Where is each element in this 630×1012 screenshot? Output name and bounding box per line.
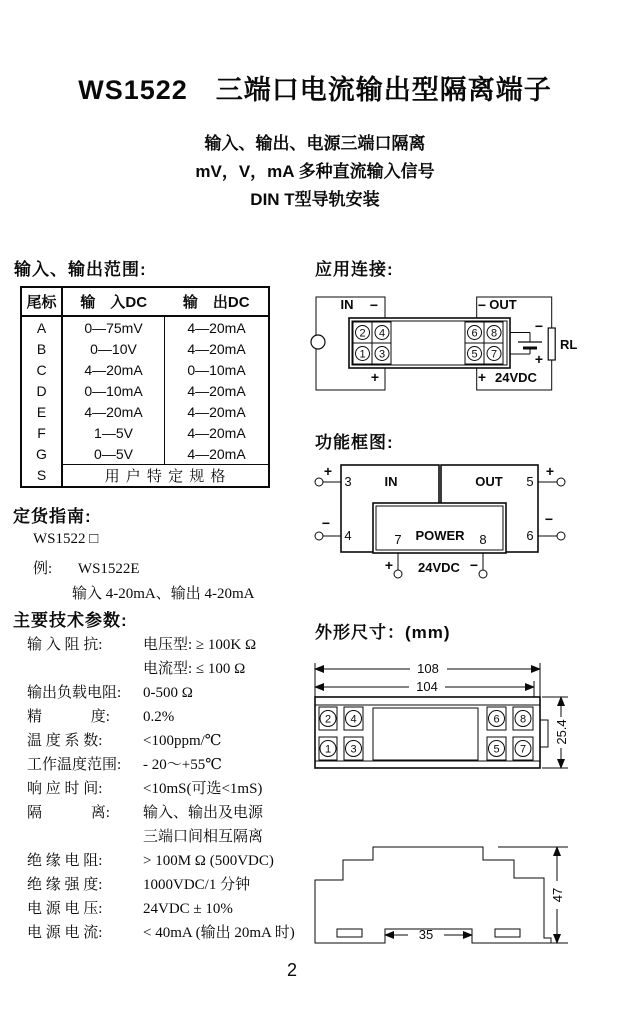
table-row-custom: S 用 户 特 定 规 格 — [21, 465, 269, 488]
terminal-4-number: 4 — [344, 528, 352, 543]
table-row: B 0—10V 4—20mA — [21, 338, 269, 359]
dim-47-value: 47 — [550, 887, 565, 903]
terminal-7: 7 — [490, 348, 498, 361]
dim-25-4 — [542, 697, 569, 768]
terminal-1: 1 — [324, 743, 332, 756]
terminal-8: 8 — [519, 713, 527, 726]
spec-row: 绝 缘 强 度: 1000VDC/1 分钟 — [27, 877, 251, 893]
app-connection-heading: 应用连接: — [315, 260, 394, 279]
table-row: A 0—75mV 4—20mA — [21, 316, 269, 338]
out-label: OUT — [489, 297, 517, 312]
battery-plus-sign: + — [534, 351, 544, 367]
ordering-model: WS1522 □ — [33, 531, 99, 547]
document-title: WS1522 三端口电流输出型隔离端子 — [78, 75, 552, 105]
terminal-5: 5 — [493, 743, 500, 756]
supply-minus-sign: − — [469, 557, 479, 573]
supply-voltage-label: 24VDC — [418, 560, 460, 575]
terminal-blocks — [319, 707, 533, 760]
dim-108-value: 108 — [417, 661, 439, 676]
terminal6-minus-sign: − — [544, 511, 554, 527]
spec-row: 响 应 时 间: <10mS(可选<1mS) — [27, 781, 263, 797]
table-row: E 4—20mA 4—20mA — [21, 401, 269, 422]
load-resistor-symbol — [548, 328, 555, 360]
mounting-foot-right — [495, 929, 520, 937]
table-row: D 0—10mA 4—20mA — [21, 380, 269, 401]
function-block-diagram — [305, 460, 625, 582]
terminal-2: 2 — [359, 327, 366, 340]
signal-source-symbol — [311, 335, 325, 349]
in-block-label: IN — [384, 474, 398, 489]
terminal-2: 2 — [324, 713, 332, 726]
terminal-7: 7 — [519, 743, 527, 756]
spec-row: 工作温度范围: - 20～+55℃ — [27, 757, 222, 773]
spec-row: 三端口间相互隔离 — [143, 829, 264, 845]
terminal-4: 4 — [350, 713, 357, 726]
terminal3-plus-sign: + — [323, 463, 333, 479]
col-header-input: 输 入DC — [62, 287, 165, 316]
terminal-6: 6 — [493, 713, 500, 726]
ordering-example-model: WS1522E — [77, 561, 140, 577]
input-minus-sign: − — [369, 297, 379, 313]
terminal-5-number: 5 — [526, 474, 534, 489]
specs-heading: 主要技术参数: — [13, 611, 128, 630]
dimensions-top-view — [310, 655, 582, 777]
ordering-example-desc: 输入 4-20mA、输出 4-20mA — [72, 586, 255, 602]
spec-row: 输 入 阻 抗: 电压型: ≥ 100K Ω — [27, 637, 257, 653]
output-minus-sign: − — [477, 297, 487, 313]
terminal-6-number: 6 — [526, 528, 534, 543]
terminal-3: 3 — [378, 348, 386, 361]
range-table — [20, 286, 270, 488]
terminal-1: 1 — [359, 348, 366, 361]
range-table-header-row — [21, 287, 269, 316]
col-header-tail: 尾标 — [21, 287, 62, 316]
page-number: 2 — [286, 960, 297, 980]
out-block-label: OUT — [475, 474, 503, 489]
mounting-foot-left — [337, 929, 362, 937]
application-connection-diagram — [305, 292, 625, 404]
terminal-3: 3 — [350, 743, 357, 756]
terminal-3-number: 3 — [344, 474, 352, 489]
dimensions-heading: 外形尺寸：(mm) — [315, 623, 451, 642]
table-row: F 1—5V 4—20mA — [21, 422, 269, 443]
subtitle-block — [0, 130, 630, 214]
table-row: G 0—5V 4—20mA — [21, 443, 269, 465]
rl-label: RL — [560, 337, 578, 352]
power-block-label: POWER — [415, 528, 465, 543]
ordering-example — [33, 557, 140, 578]
spec-row: 绝 缘 电 阻: > 100M Ω (500VDC) — [27, 853, 274, 869]
specs-list — [27, 633, 317, 945]
terminal4-minus-sign: − — [321, 515, 331, 531]
dimensions-side-view — [310, 838, 582, 950]
terminal-5: 5 — [471, 348, 478, 361]
block-diagram-heading: 功能框图: — [315, 433, 394, 452]
dim-25-4-value: 25.4 — [554, 719, 569, 745]
terminal-7-number: 7 — [394, 532, 402, 547]
spec-row: 输出负载电阻: 0-500 Ω — [27, 685, 193, 701]
supply-plus-sign: + — [477, 369, 487, 385]
spec-row: 电 源 电 压: 24VDC ± 10% — [27, 901, 233, 917]
dim-104 — [315, 679, 534, 697]
col-header-output: 输 出DC — [165, 287, 270, 316]
spec-row: 隔 离: 输入、输出及电源 — [27, 805, 264, 821]
input-plus-sign: + — [370, 369, 380, 385]
supply-voltage-label: 24VDC — [495, 370, 537, 385]
supply-plus-sign: + — [384, 557, 394, 573]
range-section-heading: 输入、输出范围: — [14, 260, 147, 279]
dim-35-value: 35 — [418, 927, 434, 942]
terminal5-plus-sign: + — [545, 463, 555, 479]
terminal-8-number: 8 — [479, 532, 487, 547]
in-label: IN — [340, 297, 354, 312]
device-body — [349, 318, 510, 368]
ordering-heading: 定货指南: — [13, 507, 92, 526]
ordering-example-label: 例: — [33, 561, 53, 577]
spec-row: 电 源 电 流: < 40mA (输出 20mA 时) — [27, 925, 295, 941]
terminal-4: 4 — [378, 327, 386, 340]
dim-104-value: 104 — [416, 679, 438, 694]
subtitle-line-2: mV，V，mA 多种直流输入信号 — [195, 162, 435, 181]
spec-row: 电流型: ≤ 100 Ω — [143, 661, 246, 677]
spec-row: 精 度: 0.2% — [27, 709, 175, 725]
table-row: C 4—20mA 0—10mA — [21, 359, 269, 380]
terminal-6: 6 — [471, 327, 478, 340]
subtitle-line-1: 输入、输出、电源三端口隔离 — [204, 134, 426, 153]
terminal-8: 8 — [490, 327, 498, 340]
battery-minus-sign: − — [534, 318, 544, 334]
spec-row: 温 度 系 数: <100ppm/℃ — [27, 733, 222, 749]
subtitle-line-3: DIN T型导轨安装 — [250, 190, 380, 209]
